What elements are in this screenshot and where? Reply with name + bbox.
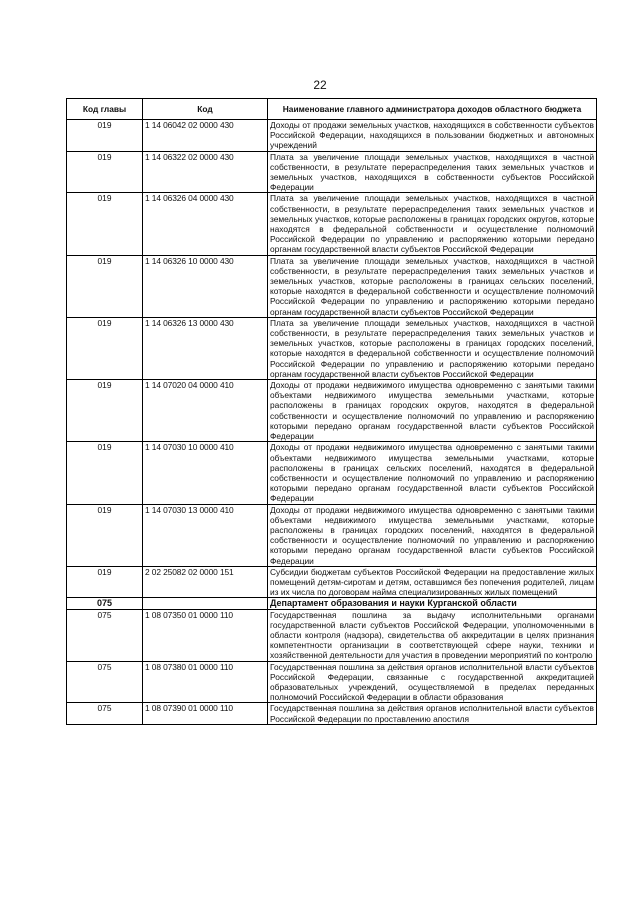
row-chapter-code: 019 (67, 442, 143, 504)
table-row (67, 193, 597, 255)
row-code: 1 08 07350 01 0000 110 (143, 609, 268, 661)
row-code: 1 14 06326 13 0000 430 (143, 317, 268, 379)
row-name: Государственная пошлина за выдачу исполнительными органами государственной власти субъектов Российской Федерации, уполномоченными в области контроля (надзора), свидетельства об аккредитации в целях признания компетентности организации в соответствующей сфере науки, техники и хозяйственной деятельности для участия в проведении мероприятий по контролю (268, 609, 597, 661)
row-chapter-code: 019 (67, 151, 143, 193)
section-row (67, 598, 597, 609)
header-code: Код (143, 99, 268, 120)
row-chapter-code: 019 (67, 380, 143, 442)
table-row (67, 120, 597, 152)
table-row (67, 609, 597, 661)
row-code: 1 14 07020 04 0000 410 (143, 380, 268, 442)
income-administrators-table (66, 98, 597, 725)
row-code: 2 02 25082 02 0000 151 (143, 566, 268, 598)
row-name: Государственная пошлина за действия органов исполнительной власти субъектов Российской Федерации по проставлению апостиля (268, 703, 597, 724)
table-row (67, 151, 597, 193)
table-row (67, 661, 597, 703)
row-chapter-code: 019 (67, 504, 143, 566)
row-chapter-code: 019 (67, 255, 143, 317)
table-row (67, 442, 597, 504)
row-code: 1 14 07030 13 0000 410 (143, 504, 268, 566)
table-row (67, 317, 597, 379)
row-chapter-code: 075 (67, 703, 143, 724)
header-chapter-code: Код главы (67, 99, 143, 120)
row-code: 1 14 07030 10 0000 410 (143, 442, 268, 504)
row-code: 1 14 06042 02 0000 430 (143, 120, 268, 152)
row-code: 1 14 06322 02 0000 430 (143, 151, 268, 193)
row-name: Департамент образования и науки Курганской области (268, 598, 597, 609)
row-name: Плата за увеличение площади земельных участков, находящихся в частной собственности, в результате перераспределения таких земельных участков и земельных участков, которые расположены в границах сельских поселений, которые находятся в федеральной собственности и осуществление полномочий Российской Федерации по управлению и распоряжению которыми передано органам государственной власти субъектов Российской Федерации (268, 255, 597, 317)
row-name: Плата за увеличение площади земельных участков, находящихся в частной собственности, в результате перераспределения таких земельных участков и земельных участков, которые расположены в границах городских поселений, которые находятся в федеральной собственности и осуществление полномочий Российской Федерации по управлению и распоряжению которыми передано органам государственной власти субъектов Российской Федерации (268, 317, 597, 379)
row-name: Плата за увеличение площади земельных участков, находящихся в частной собственности, в результате перераспределения таких земельных участков и земельных участков, которые расположены в границах городских округов, которые находятся в федеральной собственности и осуществление полномочий Российской Федерации по управлению и распоряжению которыми передано органам государственной власти субъектов Российской Федерации (268, 193, 597, 255)
row-name: Доходы от продажи недвижимого имущества одновременно с занятыми такими объектами недвижимого имущества земельными участками, которые расположены в границах городских округов, находятся в федеральной собственности и осуществление полномочий по управлению и распоряжению которыми передано органам государственной власти субъектов Российской Федерации (268, 380, 597, 442)
row-chapter-code: 019 (67, 566, 143, 598)
row-chapter-code: 075 (67, 598, 143, 609)
row-name: Государственная пошлина за действия органов исполнительной власти субъектов Российской Федерации, связанные с государственной аккредитацией образовательных учреждений, осуществляемой в пределах переданных полномочий Российской Федерации в области образования (268, 661, 597, 703)
row-name: Доходы от продажи земельных участков, находящихся в собственности субъектов Российской Федерации, находящихся в пользовании бюджетных и автономных учреждений (268, 120, 597, 152)
header-name: Наименование главного администратора доходов областного бюджета (268, 99, 597, 120)
row-chapter-code: 019 (67, 193, 143, 255)
row-code: 1 08 07390 01 0000 110 (143, 703, 268, 724)
row-code: 1 14 06326 10 0000 430 (143, 255, 268, 317)
row-code: 1 08 07380 01 0000 110 (143, 661, 268, 703)
row-name: Доходы от продажи недвижимого имущества одновременно с занятыми такими объектами недвижимого имущества земельными участками, которые расположены в границах городских поселений, находятся в федеральной собственности и осуществление полномочий по управлению и распоряжению которыми передано органам государственной власти субъектов Российской Федерации (268, 504, 597, 566)
table-row (67, 566, 597, 598)
row-chapter-code: 075 (67, 661, 143, 703)
row-code (143, 598, 268, 609)
row-name: Субсидии бюджетам субъектов Российской Федерации на предоставление жилых помещений детям-сиротам и детям, оставшимся без попечения родителей, лицам из их числа по договорам найма специализированных жилых помещений (268, 566, 597, 598)
table-row (67, 504, 597, 566)
row-name: Плата за увеличение площади земельных участков, находящихся в частной собственности, в результате перераспределения таких земельных участков и земельных участков, находящихся в собственности субъектов Российской Федерации (268, 151, 597, 193)
row-chapter-code: 075 (67, 609, 143, 661)
table-header-row (67, 99, 597, 120)
row-code: 1 14 06326 04 0000 430 (143, 193, 268, 255)
row-chapter-code: 019 (67, 120, 143, 152)
table-row (67, 703, 597, 724)
table-row (67, 255, 597, 317)
page-number: 22 (313, 78, 327, 92)
row-name: Доходы от продажи недвижимого имущества одновременно с занятыми такими объектами недвижимого имущества земельными участками, которые расположены в границах сельских поселений, находятся в федеральной собственности и осуществление полномочий по управлению и распоряжению которыми передано органам государственной власти субъектов Российской Федерации (268, 442, 597, 504)
table-row (67, 380, 597, 442)
row-chapter-code: 019 (67, 317, 143, 379)
